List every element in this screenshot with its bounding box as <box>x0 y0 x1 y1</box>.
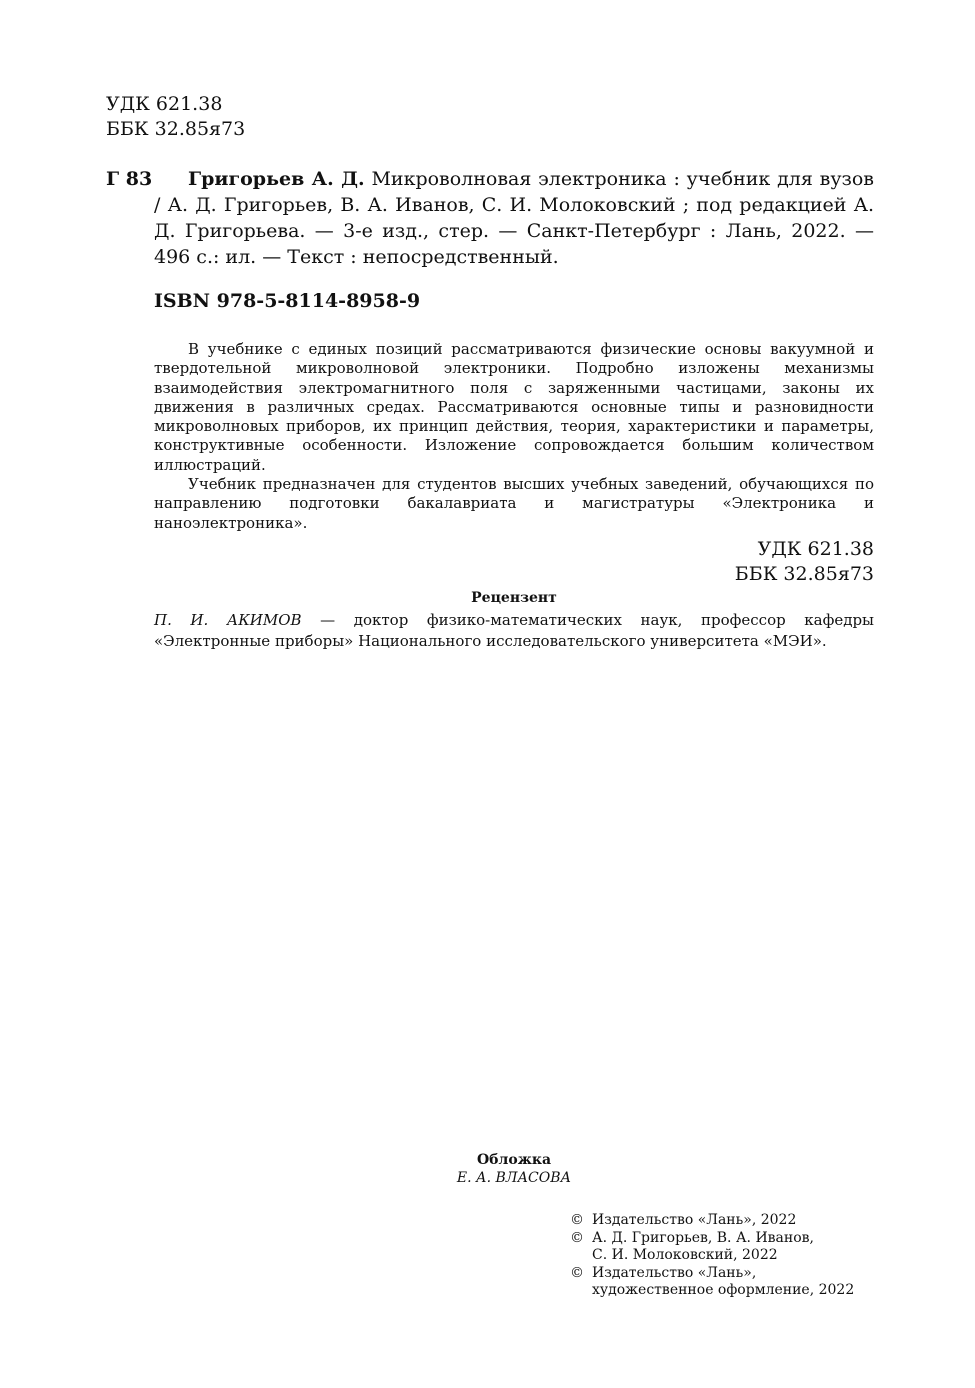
copyright-line-2b: С. И. Молоковский, 2022 <box>592 1247 778 1264</box>
abstract-paragraph-1: В учебнике с единых позиций рассматриваются физические основы вакуумной и твердотельной микроволновой электроники. Подробно изложены механизмы взаимодействия электромагнитного поля с заряженными частицами, законы их движения в различных средах. Рассматриваются основные типы и разновидности микроволновых приборов, их принцип действия, теория, характеристики и параметры, конструктивные особенности. Изложение сопровождается большим количеством иллюстраций. <box>154 340 874 474</box>
copyright-icon: © <box>570 1212 584 1228</box>
reviewer-name: П. И. АКИМОВ <box>154 611 302 629</box>
bottom-classification-codes <box>735 537 874 587</box>
copyright-row-publisher <box>570 1212 854 1230</box>
copyright-row-design <box>570 1265 854 1300</box>
cover-credit <box>0 1151 975 1187</box>
cover-label: Обложка <box>476 1152 552 1168</box>
copyright-line-2a: А. Д. Григорьев, В. А. Иванов, <box>592 1229 814 1246</box>
udk-code-bottom: УДК 621.38 <box>757 538 874 560</box>
author-mark-code: Г 83 <box>106 168 153 190</box>
isbn: ISBN 978-5-8114-8958-9 <box>154 290 421 312</box>
bbk-code-top: ББК 32.85я73 <box>106 118 246 140</box>
bibliographic-description <box>154 166 874 270</box>
bibliographic-entry <box>106 166 874 270</box>
reviewer-heading: Рецензент <box>471 590 557 606</box>
bibliographic-text: Микроволновая электроника : учебник для вузов / А. Д. Григорьев, В. А. Иванов, С. И. Молоковский ; под редакцией А. Д. Григорьева. — 3-е изд., стер. — Санкт-Петербург : Лань, 2022. — 496 с.: ил. — Текст : непосредственный. <box>154 168 874 268</box>
top-classification-codes <box>106 92 245 142</box>
reviewer-description: — доктор физико-математических наук, профессор кафедры «Электронные приборы» Национального исследовательского университета «МЭИ». <box>154 611 874 650</box>
copyright-line-1: Издательство «Лань», 2022 <box>592 1212 797 1228</box>
copyright-icon: © <box>570 1264 584 1281</box>
copyright-icon: © <box>570 1229 584 1246</box>
abstract-paragraph-2: Учебник предназначен для студентов высших учебных заведений, обучающихся по направлению подготовки бакалавриата и магистратуры «Электроника и наноэлектроника». <box>154 475 874 532</box>
copyright-line-3b: художественное оформление, 2022 <box>592 1282 855 1299</box>
abstract <box>154 340 874 533</box>
cover-designer: Е. А. ВЛАСОВА <box>456 1170 572 1186</box>
author-name: Григорьев А. Д. <box>188 168 365 190</box>
copyright-row-authors <box>570 1230 854 1265</box>
copyright-line-3a: Издательство «Лань», <box>592 1264 757 1281</box>
reviewer-info <box>154 610 874 652</box>
bbk-code-bottom: ББК 32.85я73 <box>734 563 874 585</box>
copyright-block <box>570 1212 854 1300</box>
udk-code-top: УДК 621.38 <box>106 93 223 115</box>
